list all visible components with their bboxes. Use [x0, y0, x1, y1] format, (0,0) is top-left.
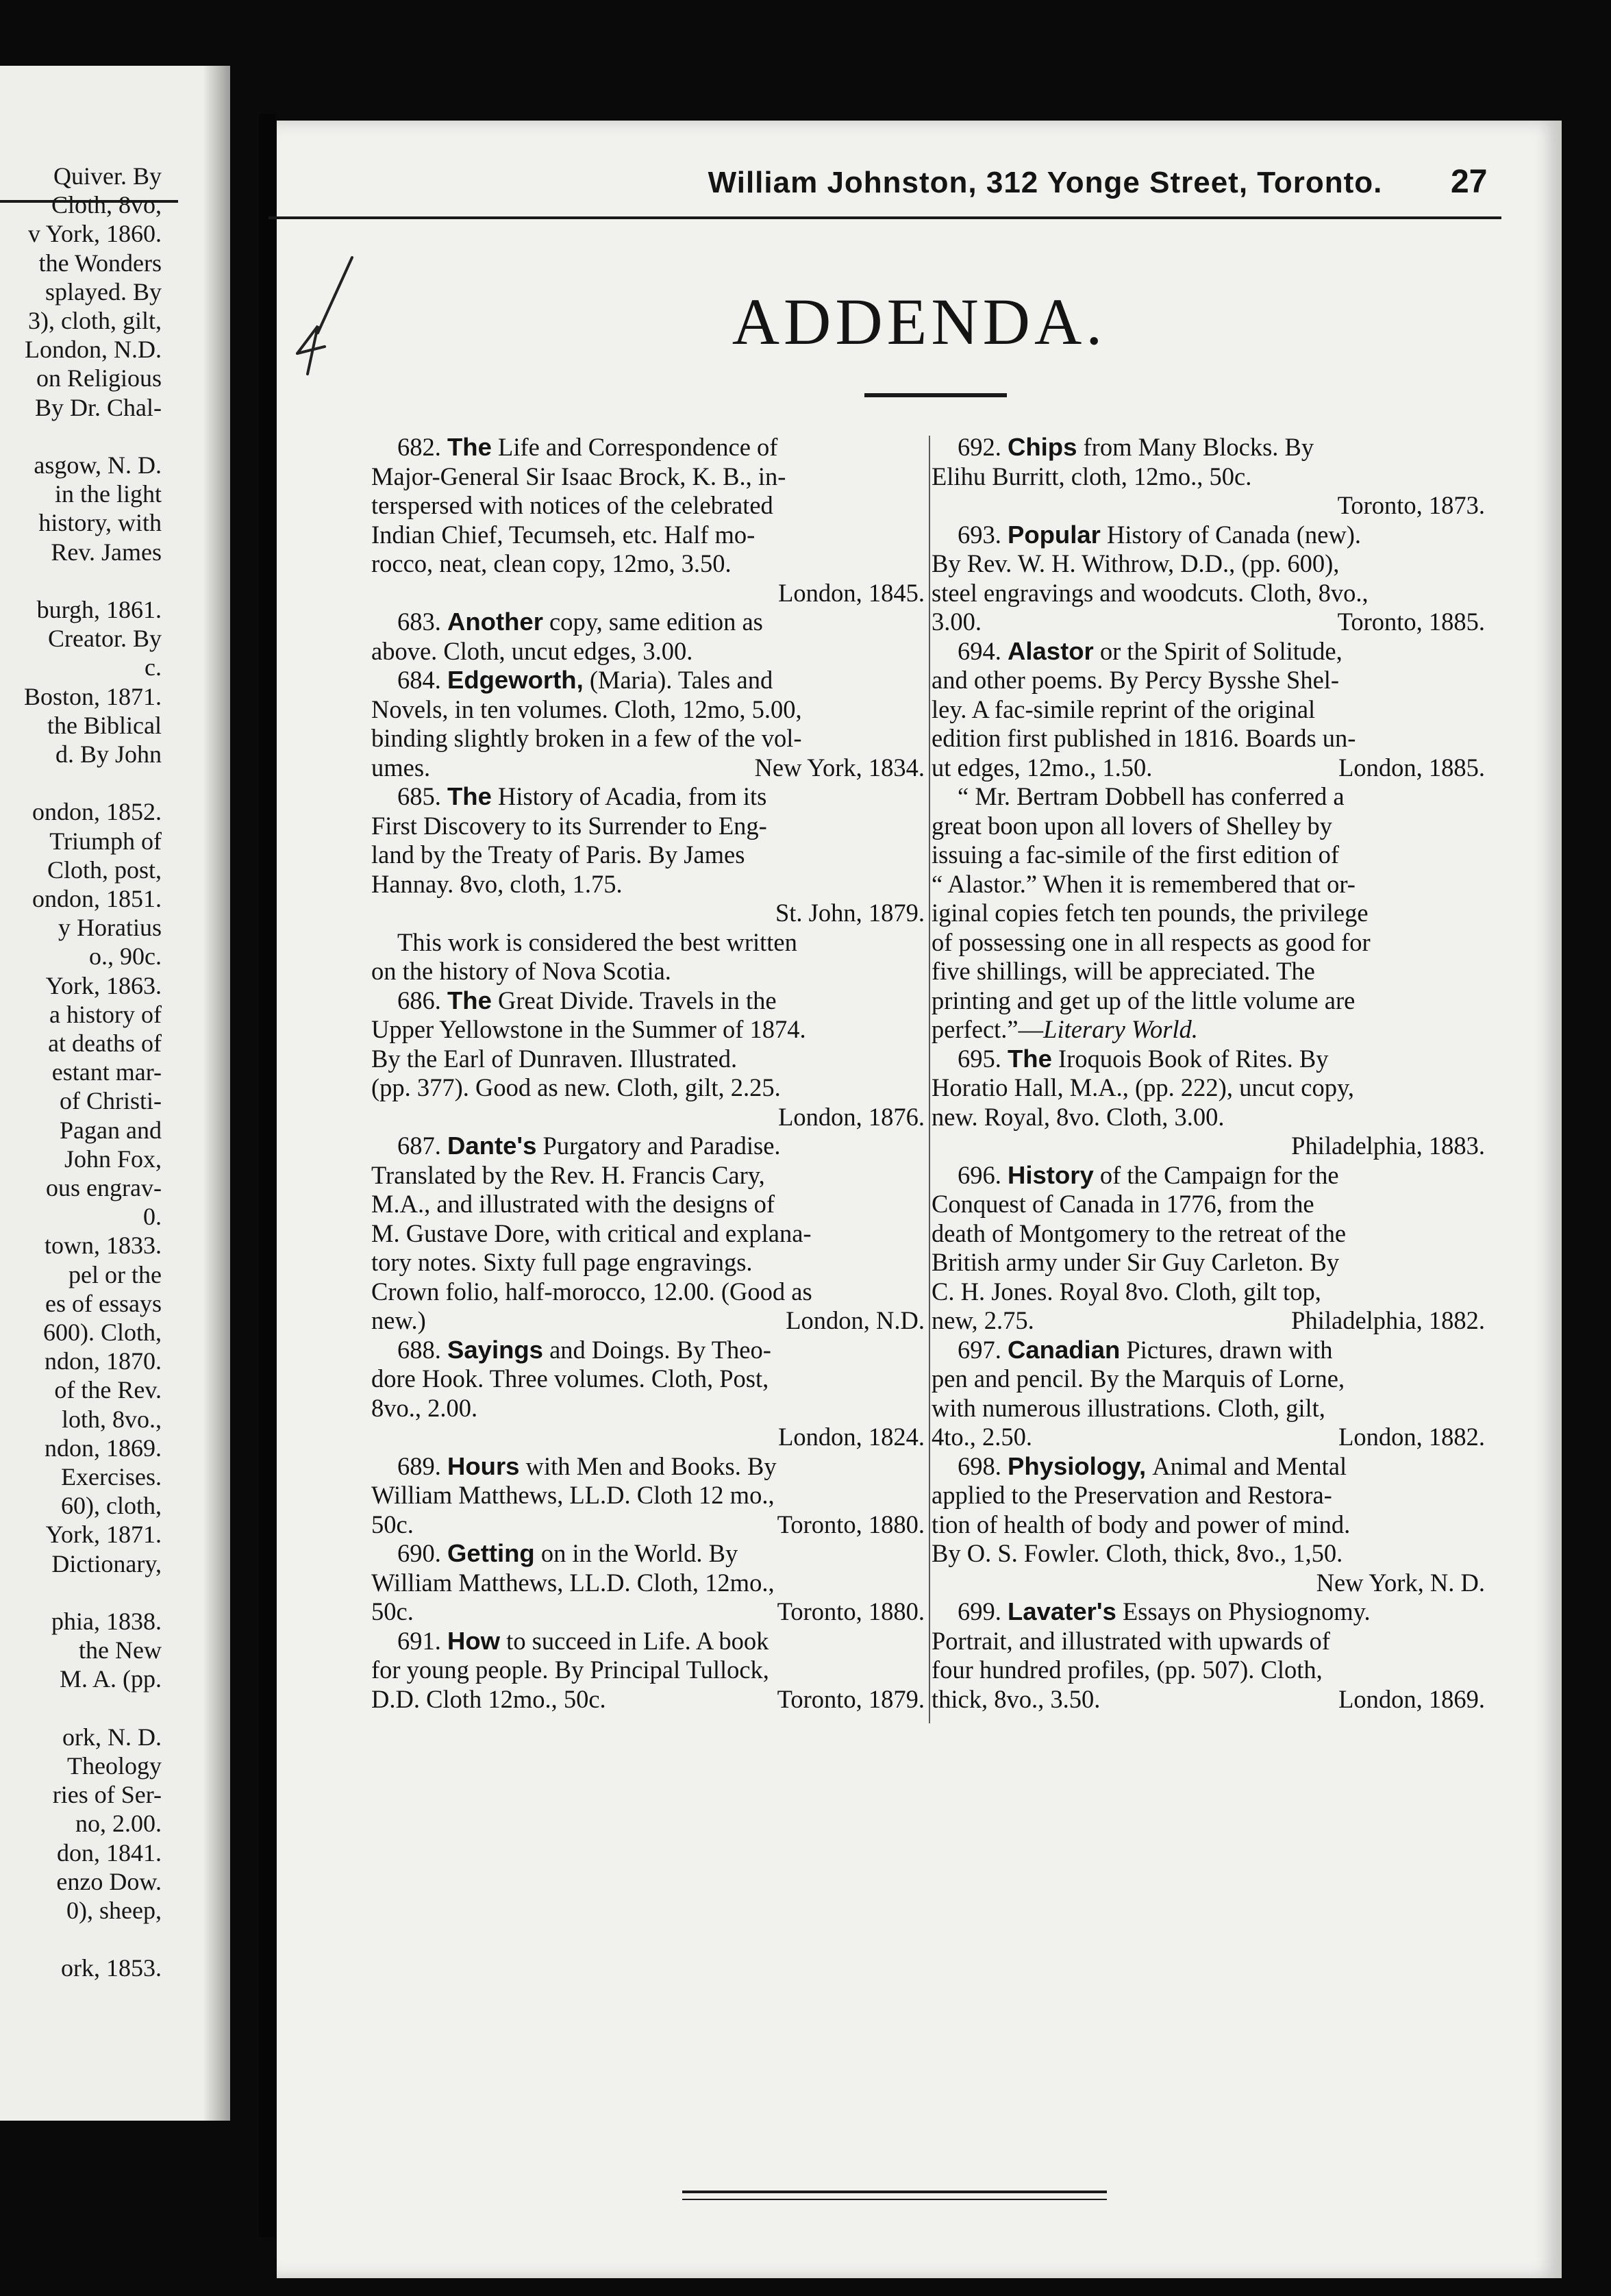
entry-690-line-2: William Matthews, LL.D. Cloth, 12mo., — [371, 1568, 775, 1597]
facing-page-line: Quiver. By — [53, 162, 162, 190]
facing-page-line: a history of — [49, 1000, 162, 1028]
entry-696-line-2: Conquest of Canada in 1776, from the — [932, 1190, 1314, 1218]
lot-heading: Lavater's — [1008, 1597, 1116, 1625]
facing-page-fragment — [0, 66, 230, 2121]
entry-689-imprint: 50c. Toronto, 1880. — [371, 1510, 925, 1538]
entry-698-line-2: applied to the Preservation and Restora- — [932, 1481, 1332, 1509]
lot-heading: Hours — [447, 1451, 520, 1480]
entry-694-quote-6: of possessing one in all respects as good for — [932, 927, 1371, 956]
page-gutter-shadow — [203, 66, 230, 2121]
entry-693-line-1: 693. Popular History of Canada (new). — [958, 520, 1361, 549]
facing-page-line: ork, 1853. — [61, 1954, 162, 1982]
facing-page-line: burgh, 1861. — [36, 596, 162, 623]
entry-691-imprint: D.D. Cloth 12mo., 50c. Toronto, 1879. — [371, 1684, 925, 1713]
catalogue-column-left — [371, 433, 925, 1714]
facing-page-line: 0. — [143, 1203, 162, 1231]
entry-698-line-3: tion of health of body and power of mind. — [932, 1510, 1351, 1538]
facing-page-line: in the light — [55, 480, 162, 508]
lot-heading: History — [1008, 1160, 1094, 1189]
facing-page-line: loth, 8vo., — [61, 1405, 162, 1433]
page-title: ADDENDA. — [732, 285, 1107, 358]
entry-686-line-1: 686. The Great Divide. Travels in the — [397, 986, 777, 1014]
facing-page-line: d. By John — [55, 740, 162, 768]
entry-694-quote-8: printing and get up of the little volume are — [932, 986, 1356, 1014]
facing-page-line: on Religious — [36, 364, 162, 392]
entry-685-line-4: Hannay. 8vo, cloth, 1.75. — [371, 869, 623, 898]
entry-694-line-1: 694. Alastor or the Spirit of Solitude, — [958, 636, 1342, 665]
entry-682-line-4: Indian Chief, Tecumseh, etc. Half mo- — [371, 520, 755, 549]
facing-page-line: the Wonders — [38, 249, 162, 277]
entry-699-line-1: 699. Lavater's Essays on Physiognomy. — [958, 1597, 1371, 1625]
facing-page-line: Dictionary, — [51, 1549, 162, 1577]
entry-694-line-2: and other poems. By Percy Bysshe Shel- — [932, 666, 1340, 694]
entry-688-line-3: 8vo., 2.00. — [371, 1393, 478, 1422]
lot-heading: Canadian — [1008, 1335, 1121, 1364]
pencil-check-mark-icon — [270, 251, 379, 388]
facing-page-line: Cloth, 8vo, — [51, 191, 162, 219]
entry-696-imprint: new, 2.75. Philadelphia, 1882. — [932, 1306, 1485, 1334]
facing-page-line: the New — [79, 1636, 162, 1664]
entry-694-quote-3: issuing a fac-simile of the first edition of — [932, 840, 1340, 869]
entry-694-line-4: edition first published in 1816. Boards un- — [932, 724, 1356, 752]
facing-page-line: at deaths of — [48, 1030, 162, 1057]
entry-698-imprint: New York, N. D. — [1316, 1568, 1485, 1597]
facing-page-line: Triumph of — [49, 827, 162, 855]
facing-page-line: John Fox, — [64, 1145, 162, 1173]
entry-682-line-1: 682. The Life and Correspondence of — [397, 433, 778, 461]
entry-685-note-2: on the history of Nova Scotia. — [371, 957, 671, 985]
lot-heading: Another — [447, 608, 543, 636]
entry-684-imprint: umes. New York, 1834. — [371, 753, 925, 782]
entry-695-line-1: 695. The Iroquois Book of Rites. By — [958, 1044, 1329, 1073]
facing-page-line: Boston, 1871. — [23, 682, 162, 710]
entry-685-line-3: land by the Treaty of Paris. By James — [371, 840, 745, 869]
facing-page-line: the Biblical — [47, 711, 162, 739]
facing-page-line: y Horatius — [58, 914, 162, 942]
entry-686-line-2: Upper Yellowstone in the Summer of 1874. — [371, 1015, 806, 1043]
entry-682-line-2: Major-General Sir Isaac Brock, K. B., in- — [371, 462, 786, 490]
entry-692-imprint: Toronto, 1873. — [1337, 491, 1485, 519]
facing-page-line: ondon, 1852. — [32, 798, 162, 826]
facing-page-line: 600). Cloth, — [42, 1319, 162, 1346]
entry-694-quote-5: iginal copies fetch ten pounds, the privilege — [932, 899, 1369, 927]
header-rule — [268, 216, 1501, 219]
entry-697-line-3: with numerous illustrations. Cloth, gilt, — [932, 1393, 1325, 1422]
facing-page-line: ndon, 1869. — [45, 1434, 162, 1462]
entry-697-line-1: 697. Canadian Pictures, drawn with — [958, 1335, 1333, 1364]
entry-688-imprint: London, 1824. — [778, 1423, 925, 1451]
facing-page-line: London, N.D. — [25, 336, 162, 364]
page-number: 27 — [1451, 164, 1488, 200]
facing-page-line: ork, N. D. — [62, 1723, 162, 1751]
entry-694-quote-7: five shillings, will be appreciated. The — [932, 957, 1315, 985]
lot-heading: Dante's — [447, 1132, 537, 1160]
facing-page-line: don, 1841. — [57, 1838, 162, 1867]
facing-page-line: ondon, 1851. — [32, 885, 162, 912]
facing-page-line: splayed. By — [45, 277, 162, 305]
lot-heading: The — [447, 986, 492, 1014]
entry-684-line-1: 684. Edgeworth, (Maria). Tales and — [397, 666, 773, 694]
entry-696-line-3: death of Montgomery to the retreat of the — [932, 1219, 1347, 1247]
entry-697-line-2: pen and pencil. By the Marquis of Lorne, — [932, 1364, 1345, 1393]
entry-692-line-2: Elihu Burritt, cloth, 12mo., 50c. — [932, 462, 1252, 490]
facing-page-line: es of essays — [45, 1289, 162, 1317]
closing-rule-thin — [682, 2199, 1107, 2200]
entry-685-line-1: 685. The History of Acadia, from its — [397, 782, 767, 810]
lot-heading: The — [447, 433, 492, 461]
entry-693-line-3: steel engravings and woodcuts. Cloth, 8vo., — [932, 578, 1369, 607]
title-rule — [864, 393, 1007, 397]
entry-694-quote-source: perfect.”— Literary World. — [932, 1015, 1198, 1043]
entry-688-line-2: dore Hook. Three volumes. Cloth, Post, — [371, 1364, 769, 1393]
entry-686-imprint: London, 1876. — [778, 1102, 925, 1131]
running-head: William Johnston, 312 Yonge Street, Toronto. — [708, 166, 1383, 199]
lot-heading: Physiology, — [1008, 1451, 1147, 1480]
entry-695-line-2: Horatio Hall, M.A., (pp. 222), uncut copy, — [932, 1073, 1355, 1101]
entry-699-line-2: Portrait, and illustrated with upwards of — [932, 1626, 1330, 1655]
facing-page-line: c. — [145, 653, 162, 682]
lot-heading: Edgeworth, — [447, 666, 584, 694]
entry-699-line-3: four hundred profiles, (pp. 507). Cloth, — [932, 1656, 1323, 1684]
entry-691-line-2: for young people. By Principal Tullock, — [371, 1656, 769, 1684]
facing-page-line: 0), sheep, — [66, 1897, 162, 1924]
entry-685-note-1: This work is considered the best written — [397, 927, 797, 956]
entry-686-line-3: By the Earl of Dunraven. Illustrated. — [371, 1044, 738, 1073]
facing-page-line: of the Rev. — [54, 1376, 162, 1404]
entry-687-imprint: new.) London, N.D. — [371, 1306, 925, 1334]
entry-687-line-3: M.A., and illustrated with the designs of — [371, 1190, 775, 1218]
entry-689-line-1: 689. Hours with Men and Books. By — [397, 1451, 777, 1480]
facing-page-line: of Christi- — [60, 1087, 162, 1115]
entry-696-line-1: 696. History of the Campaign for the — [958, 1160, 1339, 1189]
entry-694-line-3: ley. A fac-simile reprint of the original — [932, 695, 1316, 723]
facing-page-line: 3), cloth, gilt, — [28, 307, 162, 334]
entry-685-line-2: First Discovery to its Surrender to Eng- — [371, 811, 767, 840]
facing-page-line: history, with — [38, 509, 162, 537]
entry-682-line-3: terspersed with notices of the celebrated — [371, 491, 773, 519]
entry-687-line-6: Crown folio, half-morocco, 12.00. (Good as — [371, 1277, 812, 1306]
quote-source: Literary World. — [1043, 1015, 1198, 1043]
entry-684-line-2: Novels, in ten volumes. Cloth, 12mo, 5.00, — [371, 695, 802, 723]
facing-page-line: o., 90c. — [89, 943, 162, 971]
lot-heading: The — [447, 782, 492, 810]
entry-690-line-1: 690. Getting on in the World. By — [397, 1539, 738, 1567]
facing-page-line: By Dr. Chal- — [35, 393, 162, 421]
entry-687-line-5: tory notes. Sixty full page engravings. — [371, 1248, 753, 1276]
facing-page-line: Pagan and — [60, 1116, 162, 1144]
entry-682-imprint: London, 1845. — [778, 578, 925, 607]
entry-683-line-2: above. Cloth, uncut edges, 3.00. — [371, 636, 693, 665]
facing-page-line: asgow, N. D. — [34, 451, 162, 479]
catalogue-column-right — [932, 433, 1485, 1714]
lot-heading: The — [1008, 1044, 1052, 1073]
entry-687-line-2: Translated by the Rev. H. Francis Cary, — [371, 1160, 765, 1189]
entry-694-quote-2: great boon upon all lovers of Shelley by — [932, 811, 1332, 840]
facing-page-line: pel or the — [68, 1260, 162, 1288]
lot-heading: Getting — [447, 1539, 535, 1567]
entry-682-line-5: rocco, neat, clean copy, 12mo, 3.50. — [371, 549, 732, 577]
lot-heading: Popular — [1008, 520, 1101, 549]
entry-688-line-1: 688. Sayings and Doings. By Theo- — [397, 1335, 771, 1364]
facing-page-line: Creator. By — [48, 625, 162, 653]
entry-686-line-4: (pp. 377). Good as new. Cloth, gilt, 2.25. — [371, 1073, 781, 1101]
lot-heading: Sayings — [447, 1335, 543, 1364]
facing-page-line: ous engrav- — [46, 1174, 162, 1201]
facing-page-line: town, 1833. — [45, 1232, 162, 1260]
entry-685-imprint: St. John, 1879. — [775, 899, 925, 927]
facing-page-line: York, 1863. — [45, 971, 162, 999]
entry-690-imprint: 50c. Toronto, 1880. — [371, 1597, 925, 1625]
lot-heading: How — [447, 1626, 501, 1655]
facing-page-line: ndon, 1870. — [45, 1347, 162, 1375]
closing-rule-thick — [682, 2191, 1107, 2193]
entry-692-line-1: 692. Chips from Many Blocks. By — [958, 433, 1314, 461]
entry-699-imprint: thick, 8vo., 3.50. London, 1869. — [932, 1684, 1485, 1713]
entry-683-line-1: 683. Another copy, same edition as — [397, 608, 763, 636]
entry-697-imprint: 4to., 2.50. London, 1882. — [932, 1423, 1485, 1451]
facing-page-line: no, 2.00. — [75, 1810, 162, 1838]
entry-684-line-3: binding slightly broken in a few of the vol- — [371, 724, 802, 752]
entry-695-line-3: new. Royal, 8vo. Cloth, 3.00. — [932, 1102, 1225, 1131]
entry-691-line-1: 691. How to succeed in Life. A book — [397, 1626, 769, 1655]
column-divider — [929, 436, 930, 1723]
facing-page-line: ries of Ser- — [52, 1781, 162, 1809]
entry-687-line-4: M. Gustave Dore, with critical and explana- — [371, 1219, 812, 1247]
entry-694-quote-4: “ Alastor.” When it is remembered that or- — [932, 869, 1356, 898]
entry-693-imprint: 3.00. Toronto, 1885. — [932, 608, 1485, 636]
facing-page-line: enzo Dow. — [56, 1867, 162, 1895]
entry-689-line-2: William Matthews, LL.D. Cloth 12 mo., — [371, 1481, 775, 1509]
lot-heading: Alastor — [1008, 636, 1094, 665]
facing-page-line: Exercises. — [61, 1463, 162, 1490]
facing-page-line: M. A. (pp. — [59, 1665, 162, 1693]
lot-heading: Chips — [1008, 433, 1077, 461]
facing-page-line: Rev. James — [51, 538, 162, 566]
entry-687-line-1: 687. Dante's Purgatory and Paradise. — [397, 1132, 781, 1160]
entry-698-line-4: By O. S. Fowler. Cloth, thick, 8vo., 1,50. — [932, 1539, 1343, 1567]
entry-696-line-5: C. H. Jones. Royal 8vo. Cloth, gilt top, — [932, 1277, 1321, 1306]
entry-694-imprint: ut edges, 12mo., 1.50. London, 1885. — [932, 753, 1485, 782]
facing-page-line: Cloth, post, — [47, 856, 162, 884]
entry-698-line-1: 698. Physiology, Animal and Mental — [958, 1451, 1347, 1480]
entry-696-line-4: British army under Sir Guy Carleton. By — [932, 1248, 1340, 1276]
facing-page-line: phia, 1838. — [51, 1608, 162, 1635]
facing-page-line: 60), cloth, — [61, 1492, 162, 1520]
facing-page-line: York, 1871. — [45, 1521, 162, 1549]
entry-695-imprint: Philadelphia, 1883. — [1291, 1132, 1485, 1160]
facing-page-line: estant mar- — [51, 1058, 162, 1086]
binding-gutter — [259, 114, 275, 2237]
entry-694-quote-1: “ Mr. Bertram Dobbell has conferred a — [958, 782, 1345, 810]
facing-page-line: v York, 1860. — [27, 220, 162, 248]
entry-693-line-2: By Rev. W. H. Withrow, D.D., (pp. 600), — [932, 549, 1340, 577]
facing-page-line: Theology — [67, 1752, 162, 1780]
catalogue-page — [277, 121, 1562, 2278]
